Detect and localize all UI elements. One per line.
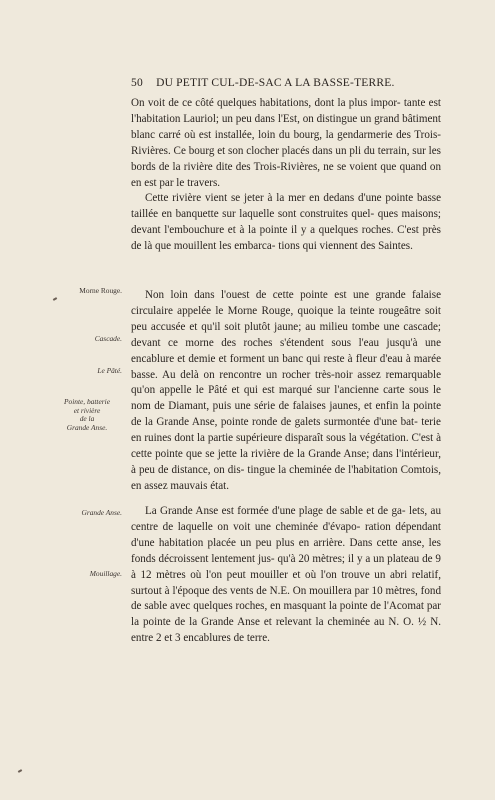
text-line: ques maisons; devant l'embouchure et à la pointe il y a xyxy=(131,208,441,237)
margin-note-grande-anse: Grande Anse. xyxy=(81,508,122,517)
text-line: une cascade; devant ce morne des roches s'étendent sous xyxy=(131,320,441,349)
text-line: cheminée au N. O. ½ N. entre 2 et 3 encablures de terre. xyxy=(131,616,441,645)
margin-note-line: Grande Anse. xyxy=(66,422,108,432)
text-line: l'époque des vents de N.E. On mouillera par 10 mètres, xyxy=(172,584,418,597)
text-line: rocher très-noir assez remarquable qu'on appelle le Pâté et xyxy=(131,368,442,397)
text-line: rivière dite des Trois-Rivières, ne se voient que quand on en xyxy=(131,160,441,189)
margin-note-mouillage: Mouillage. xyxy=(89,569,122,578)
text-line: terie en ruines dont la partie supérieure disparaît sous la xyxy=(131,416,441,445)
text-line: clocher placés dans un pli du terrain, sur les bords de la xyxy=(131,144,441,173)
margin-note-line: de la xyxy=(79,414,95,424)
text-line: soit peu accusée et qu'il soit plutôt jaune; au milieu tombe xyxy=(131,304,441,333)
text-line: fond de sable avec quelques roches, en masquant la pointe xyxy=(131,584,441,613)
margin-note-pointe-batterie xyxy=(52,398,122,432)
margin-note-morne-rouge: Morne Rouge. xyxy=(79,286,122,295)
paragraph-2 xyxy=(131,191,441,255)
text-line: l'eau jusqu'à une encablure et demie et forment un banc qui xyxy=(131,336,441,365)
text-line: de l'Acomat par la pointe de la Grande Anse et relevant la xyxy=(131,600,442,629)
text-block-3 xyxy=(131,504,441,647)
text-line: tions qui viennent des Saintes. xyxy=(278,240,413,253)
text-line: qu'à 20 mètres; il y a un plateau de 9 à 12 mètres où l'on xyxy=(131,552,441,581)
paper-speck xyxy=(18,769,22,773)
text-line: La Grande Anse est formée d'une plage de sable et de ga- xyxy=(145,505,406,517)
text-line: lets, au centre de laquelle on voit une cheminée d'évapo- xyxy=(131,505,441,533)
text-line: basse taillée en banquette sur laquelle sont construites quel- xyxy=(131,192,441,221)
margin-note-le-pate: Le Pâté. xyxy=(97,366,122,375)
margin-note-cascade: Cascade. xyxy=(94,334,122,343)
margin-note-line: et rivière xyxy=(73,405,101,415)
text-line: peut mouiller et où l'on trouve un abri relatif, surtout à xyxy=(131,568,442,597)
running-header xyxy=(131,77,395,89)
paragraph-4 xyxy=(131,504,441,647)
text-line: On voit de ce côté quelques habitations, dont la plus impor- xyxy=(131,97,401,109)
paragraph-1 xyxy=(131,96,441,191)
text-line: Cette rivière vient se jeter à la mer en dedans d'une pointe xyxy=(145,192,414,205)
paper-speck xyxy=(53,297,57,301)
text-line: bourg, la gendarmerie des Trois-Rivières. Ce bourg et son xyxy=(131,128,441,157)
text-line: qui est marqué sur l'ancienne carte sous le nom de Diamant, xyxy=(131,384,441,413)
text-line: quelques roches. C'est près de là que mouillent les embarca- xyxy=(131,224,441,253)
text-line: circulaire appelée le Morne Rouge, quoique la teinte rougeâtre xyxy=(131,304,421,317)
text-line: reste à fleur d'eau à marée basse. Au delà on rencontre un xyxy=(131,352,441,381)
text-line: puis une série de falaises jaunes, et enfin la pointe de la xyxy=(131,400,441,429)
text-line: est par le travers. xyxy=(144,176,221,189)
text-line: Grande Anse; dans l'intérieur, à peu de distance, on dis- xyxy=(131,448,442,476)
running-title: DU PETIT CUL-DE-SAC A LA BASSE-TERRE. xyxy=(156,77,395,89)
text-line: ration dépendant d'une habitation placée un peu plus en xyxy=(131,520,441,549)
text-line: Non loin dans l'ouest de cette pointe est une grande falaise xyxy=(145,289,441,301)
paragraph-3 xyxy=(131,288,441,495)
text-line: arrière. Dans cette anse, les fonds décroissent lentement jus- xyxy=(131,536,441,565)
text-line: Grande Anse, pointe ronde de galets surmontée d'une bat- xyxy=(156,416,418,429)
margin-note-line: Pointe, batterie xyxy=(64,397,110,406)
text-line: tingue la cheminée de l'habitation Comtois, en assez mauvais xyxy=(131,463,442,492)
text-line: un grand bâtiment blanc carré où est installée, loin du xyxy=(131,112,442,141)
text-line: tante est l'habitation Lauriol; un peu dans l'Est, on distingue xyxy=(131,97,442,125)
page-number: 50 xyxy=(131,77,143,89)
text-block-2 xyxy=(131,288,441,495)
text-line: végétation. C'est à cette pointe que se jette la rivière de la xyxy=(131,432,442,461)
text-line: état. xyxy=(210,479,229,492)
text-block-1 xyxy=(131,96,441,255)
